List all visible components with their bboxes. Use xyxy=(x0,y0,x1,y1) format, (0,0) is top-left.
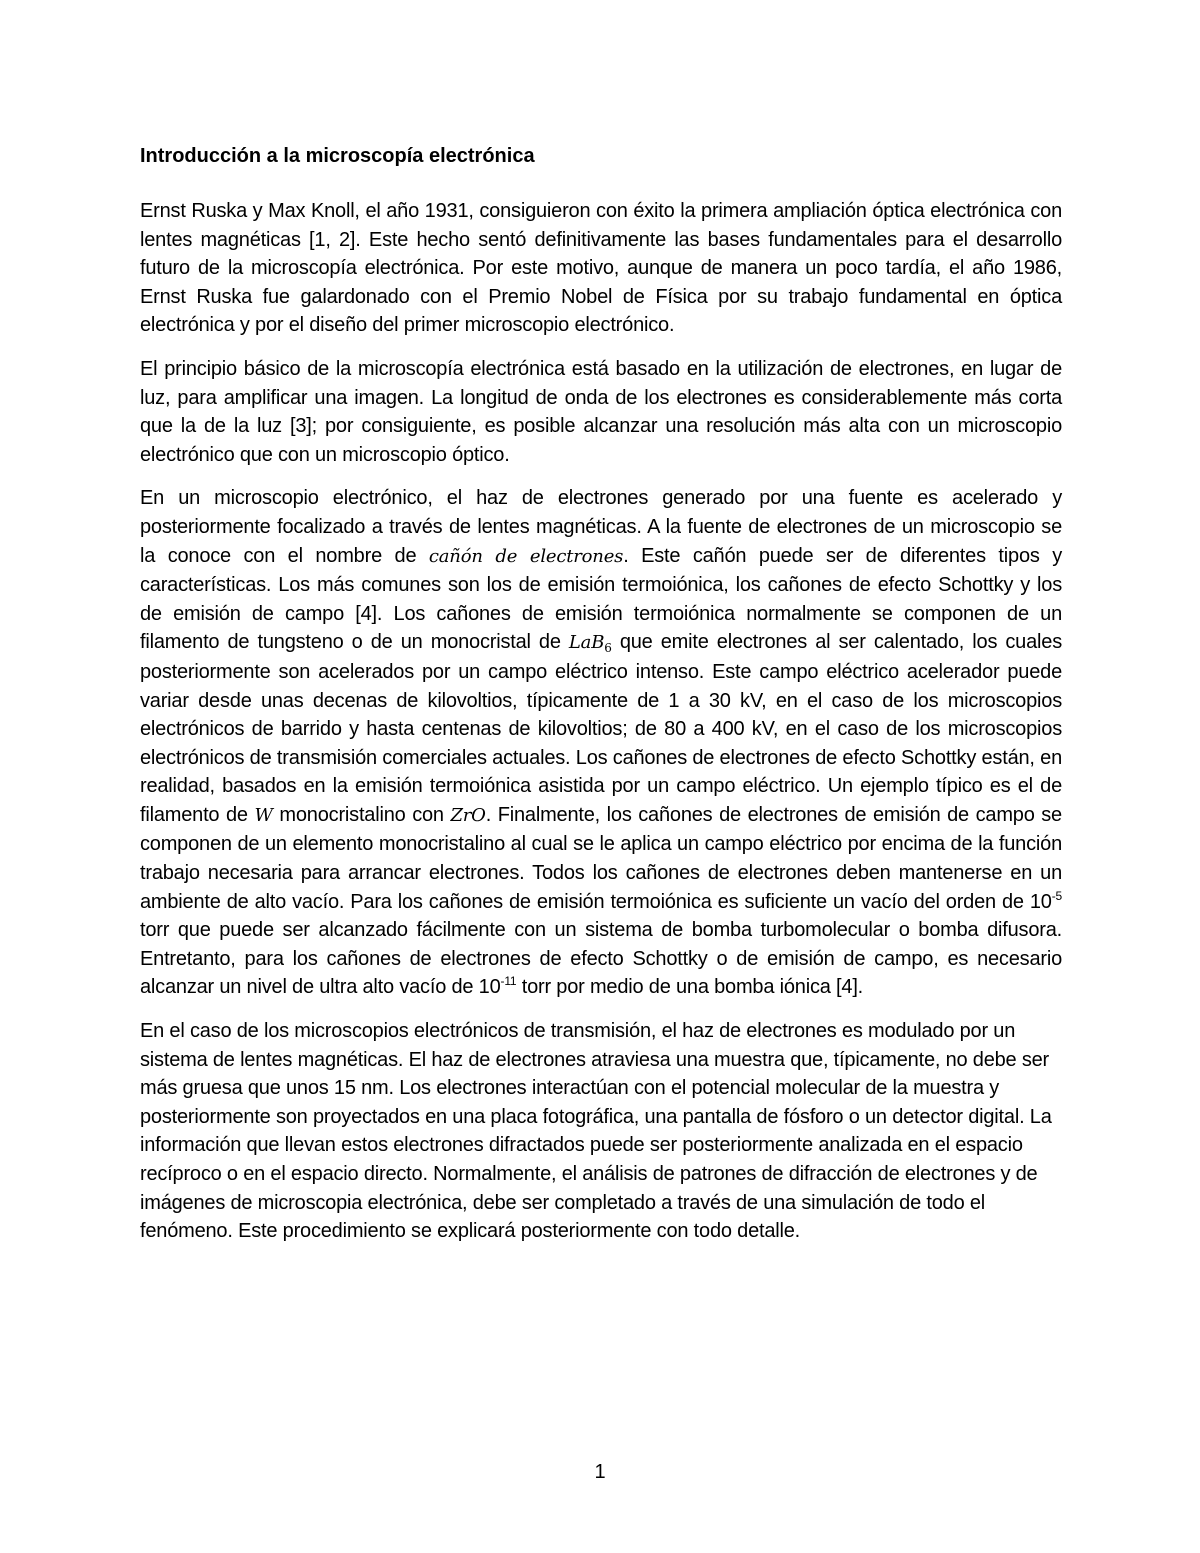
formula-w: W xyxy=(254,804,273,826)
text-segment: En un microscopio electrónico, el haz de electrones generado por una fuente es acelerado y posteriormente focalizado a través de lentes magnéticas. A la fuente de electrones de un microscopio se la conoce con el nombre de xyxy=(140,487,1062,567)
formula-lab6-base: LaB xyxy=(568,632,605,654)
formula-lab6 xyxy=(568,632,612,656)
document-body xyxy=(140,142,1062,1261)
paragraph-transmission: En el caso de los microscopios electrónicos de transmisión, el haz de electrones es modulado por un sistema de lentes magnéticas. El haz de electrones atraviesa una muestra que, típicamente, no debe ser más gruesa que unos 15 nm. Los electrones interactúan con el potencial molecular de la muestra y posteriormente son proyectados en una placa fotográfica, una pantalla de fósforo o un detector digital. La información que llevan estos electrones difractados puede ser posteriormente analizada en el espacio recíproco o en el espacio directo. Normalmente, el análisis de patrones de difracción de electrones y de imágenes de microscopia electrónica, debe ser completado a través de una simulación de todo el fenómeno. Este procedimiento se explicará posteriormente con todo detalle. xyxy=(140,1020,1052,1243)
paragraph-history: Ernst Ruska y Max Knoll, el año 1931, consiguieron con éxito la primera ampliación óptica electrónica con lentes magnéticas [1, 2]. Este hecho sentó definitivamente las bases fundamentales para el desarrollo futuro de la microscopía electrónica. Por este motivo, aunque de manera un poco tardía, el año 1986, Ernst Ruska fue galardonado con el Premio Nobel de Física por su trabajo fundamental en óptica electrónica y por el diseño del primer microscopio electrónico. xyxy=(140,200,1062,337)
exponent-vacuum-2: -11 xyxy=(500,974,517,989)
formula-zro: ZrO xyxy=(450,804,486,826)
paragraph-principle: El principio básico de la microscopía electrónica está basado en la utilización de electrones, en lugar de luz, para amplificar una imagen. La longitud de onda de los electrones es considerablemente más corta que la de la luz [3]; por consiguiente, es posible alcanzar una resolución más alta con un microscopio electrónico que con un microscopio óptico. xyxy=(140,357,1062,466)
exponent-vacuum-1: -5 xyxy=(1051,888,1062,903)
text-segment: . Finalmente, los cañones de electrones de emisión de campo se componen de un elemento monocristalino al cual se le aplica un campo eléctrico por encima de la función trabajo necesaria para arrancar electrones. Todos los cañones de electrones deben mantenerse en un ambiente de alto vacío. Para los cañones de emisión termoiónica es suficiente un vacío del orden de 10 xyxy=(140,803,1062,913)
text-segment: . Este cañón puede ser de diferentes tipos y características. Los más comunes son los de emisión termoiónica, los cañones de efecto Schottky y los de emisión de campo [4]. Los cañones de emisión termoiónica normalmente se componen de un filamento de tungsteno o de un monocristal de xyxy=(140,544,1062,654)
page-number: 1 xyxy=(594,1461,606,1483)
text-segment: torr que puede ser alcanzado fácilmente con un sistema de bomba turbomolecular o bomba difusora. Entretanto, para los cañones de electrones de efecto Schottky o de emisión de campo, es necesario alcanzar un nivel de ultra alto vacío de 10 xyxy=(140,919,1062,999)
text-segment: monocristalino con xyxy=(272,803,451,826)
formula-lab6-subscript: 6 xyxy=(604,641,612,656)
text-segment: que emite electrones al ser calentado, los cuales posteriormente son acelerados por un campo eléctrico intenso. Este campo eléctrico acelerador puede variar desde unas decenas de kilovoltios, típicamente de 1 a 30 kV, en el caso de los microscopios electrónicos de barrido y hasta centenas de kilovoltios; de 80 a 400 kV, en el caso de los microscopios electrónicos de transmisión comerciales actuales. Los cañones de electrones de efecto Schottky están, en realidad, basados en la emisión termoiónica asistida por un campo eléctrico. Un ejemplo típico es el de filamento de xyxy=(140,631,1062,826)
text-segment: torr por medio de una bomba iónica [4]. xyxy=(516,976,864,999)
term-electron-gun: cañón de electrones xyxy=(428,545,624,567)
paragraph-electron-sources xyxy=(140,484,1062,1002)
document-title: Introducción a la microscopía electrónica xyxy=(140,145,535,167)
